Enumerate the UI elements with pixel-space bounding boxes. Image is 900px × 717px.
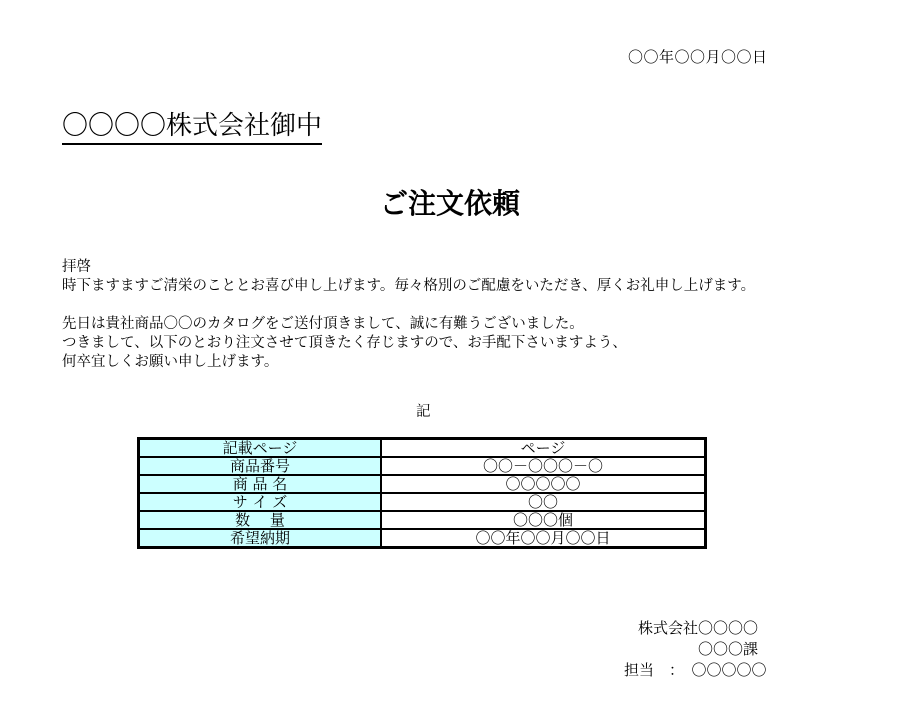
paragraph-1: 時下ますますご清栄のこととお喜び申し上げます。毎々格別のご配慮をいただき、厚くお礼申し上げます。 bbox=[62, 278, 756, 294]
table-row bbox=[139, 457, 706, 475]
ki-heading: 記 bbox=[416, 404, 431, 420]
table-row bbox=[139, 511, 706, 529]
paragraph-2-line-1: 先日は貴社商品〇〇のカタログをご送付頂きまして、誠に有難うございました。 bbox=[62, 316, 584, 332]
greeting: 拝啓 bbox=[62, 259, 91, 275]
row-value: 〇〇〇個 bbox=[381, 511, 706, 529]
row-value: 〇〇〇〇〇 bbox=[381, 475, 706, 493]
table-row bbox=[139, 439, 706, 458]
row-label: サ イ ズ bbox=[139, 493, 382, 511]
row-value: 〇〇－〇〇〇－〇 bbox=[381, 457, 706, 475]
table-row bbox=[139, 475, 706, 493]
sender-person: 担当 ： 〇〇〇〇〇 bbox=[624, 661, 767, 679]
row-label: 希望納期 bbox=[139, 529, 382, 548]
sender-department: 〇〇〇課 bbox=[698, 640, 759, 658]
document-date: 〇〇年〇〇月〇〇日 bbox=[628, 48, 768, 66]
paragraph-2-line-3: 何卒宜しくお願い申し上げます。 bbox=[62, 354, 279, 370]
row-label: 数 量 bbox=[139, 511, 382, 529]
table-row bbox=[139, 493, 706, 511]
order-details-table bbox=[137, 437, 707, 549]
row-label: 商品番号 bbox=[139, 457, 382, 475]
sender-company: 株式会社〇〇〇〇 bbox=[638, 619, 759, 637]
paragraph-2-line-2: つきまして、以下のとおり注文させて頂きたく存じますので、お手配下さいますよう、 bbox=[62, 335, 627, 351]
row-value: 〇〇年〇〇月〇〇日 bbox=[381, 529, 706, 548]
table-row bbox=[139, 529, 706, 548]
letter-body bbox=[62, 258, 882, 372]
addressee: 〇〇〇〇株式会社御中 bbox=[62, 110, 322, 145]
document-title: ご注文依頼 bbox=[379, 187, 520, 220]
signature-block bbox=[600, 618, 767, 681]
row-label: 商 品 名 bbox=[139, 475, 382, 493]
row-value: ページ bbox=[381, 439, 706, 458]
row-label: 記載ページ bbox=[139, 439, 382, 458]
row-value: 〇〇 bbox=[381, 493, 706, 511]
